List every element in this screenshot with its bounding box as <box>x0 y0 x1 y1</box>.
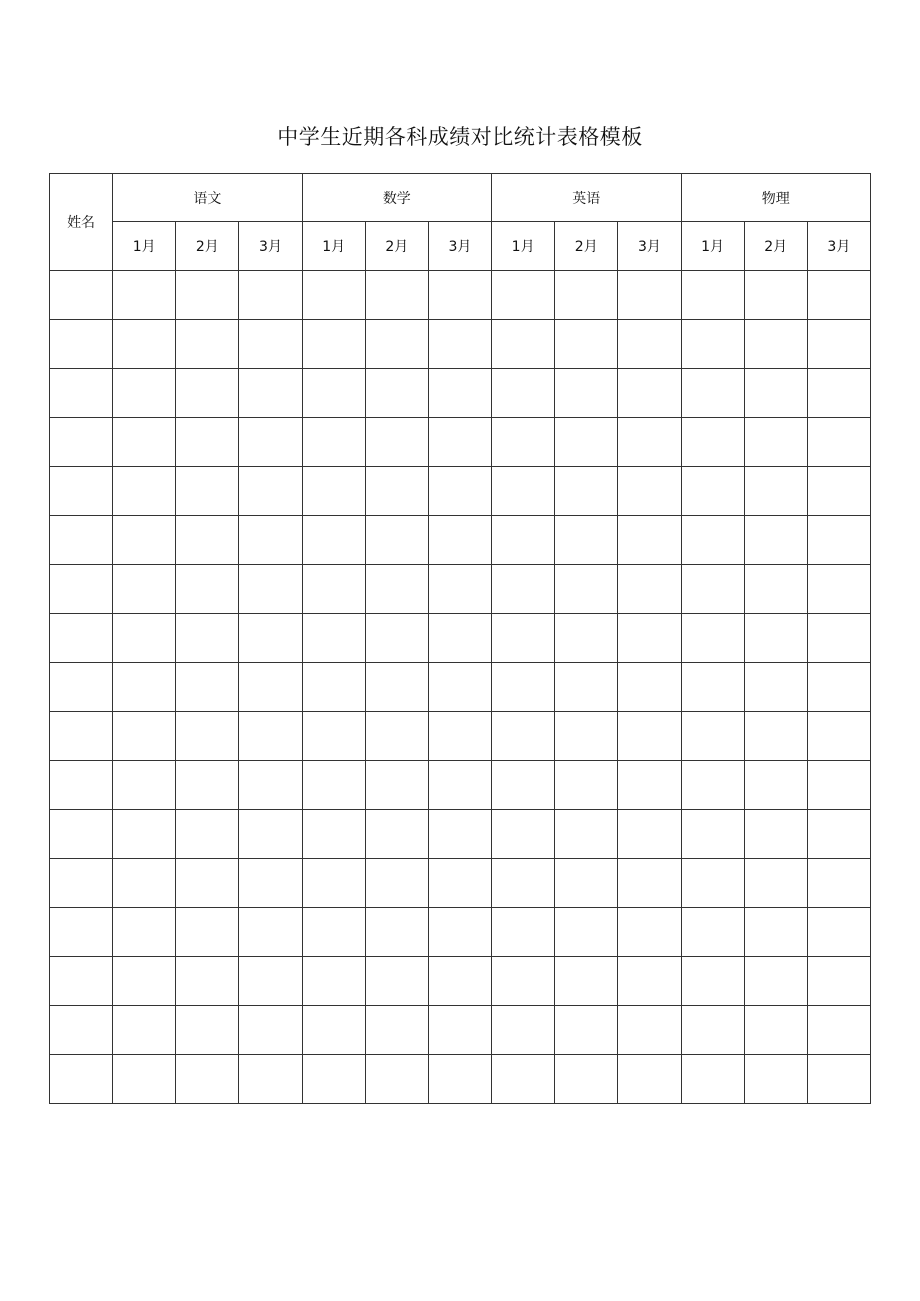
score-cell[interactable] <box>113 418 176 467</box>
score-cell[interactable] <box>113 663 176 712</box>
score-cell[interactable] <box>492 859 555 908</box>
score-cell[interactable] <box>555 859 618 908</box>
score-cell[interactable] <box>302 467 365 516</box>
score-cell[interactable] <box>428 418 491 467</box>
score-cell[interactable] <box>807 957 870 1006</box>
score-cell[interactable] <box>113 614 176 663</box>
score-cell[interactable] <box>113 565 176 614</box>
table-row <box>50 810 871 859</box>
month-header: 2月 <box>365 222 428 271</box>
name-cell[interactable] <box>50 614 113 663</box>
score-cell[interactable] <box>807 908 870 957</box>
score-cell[interactable] <box>113 957 176 1006</box>
score-cell[interactable] <box>239 467 302 516</box>
name-cell[interactable] <box>50 957 113 1006</box>
name-cell[interactable] <box>50 663 113 712</box>
score-cell[interactable] <box>807 1055 870 1104</box>
score-cell[interactable] <box>365 761 428 810</box>
score-cell[interactable] <box>618 859 681 908</box>
score-cell[interactable] <box>681 957 744 1006</box>
score-cell[interactable] <box>239 810 302 859</box>
score-cell[interactable] <box>618 663 681 712</box>
table-row <box>50 663 871 712</box>
score-cell[interactable] <box>239 418 302 467</box>
score-cell[interactable] <box>807 418 870 467</box>
score-cell[interactable] <box>744 957 807 1006</box>
score-cell[interactable] <box>555 1006 618 1055</box>
score-cell[interactable] <box>239 565 302 614</box>
score-cell[interactable] <box>428 467 491 516</box>
name-cell[interactable] <box>50 320 113 369</box>
score-cell[interactable] <box>302 908 365 957</box>
score-cell[interactable] <box>428 565 491 614</box>
score-cell[interactable] <box>176 320 239 369</box>
month-header: 1月 <box>113 222 176 271</box>
score-cell[interactable] <box>618 614 681 663</box>
name-cell[interactable] <box>50 516 113 565</box>
score-cell[interactable] <box>302 614 365 663</box>
score-cell[interactable] <box>744 810 807 859</box>
score-cell[interactable] <box>807 614 870 663</box>
score-cell[interactable] <box>365 712 428 761</box>
score-cell[interactable] <box>302 761 365 810</box>
score-cell[interactable] <box>492 369 555 418</box>
score-cell[interactable] <box>681 908 744 957</box>
score-cell[interactable] <box>302 369 365 418</box>
name-cell[interactable] <box>50 1006 113 1055</box>
score-cell[interactable] <box>113 320 176 369</box>
score-cell[interactable] <box>239 859 302 908</box>
table-row <box>50 1006 871 1055</box>
score-cell[interactable] <box>113 712 176 761</box>
score-cell[interactable] <box>113 908 176 957</box>
score-cell[interactable] <box>113 761 176 810</box>
name-cell[interactable] <box>50 761 113 810</box>
table-row <box>50 418 871 467</box>
page-title: 中学生近期各科成绩对比统计表格模板 <box>277 125 643 149</box>
score-cell[interactable] <box>807 663 870 712</box>
score-cell[interactable] <box>176 614 239 663</box>
score-cell[interactable] <box>492 271 555 320</box>
score-cell[interactable] <box>428 516 491 565</box>
month-header: 3月 <box>807 222 870 271</box>
month-header-row <box>50 222 871 271</box>
score-cell[interactable] <box>807 467 870 516</box>
name-cell[interactable] <box>50 712 113 761</box>
score-cell[interactable] <box>618 271 681 320</box>
score-cell[interactable] <box>555 908 618 957</box>
score-cell[interactable] <box>807 369 870 418</box>
score-cell[interactable] <box>176 271 239 320</box>
score-cell[interactable] <box>555 418 618 467</box>
score-cell[interactable] <box>618 467 681 516</box>
score-cell[interactable] <box>744 1006 807 1055</box>
score-cell[interactable] <box>555 761 618 810</box>
score-cell[interactable] <box>365 1055 428 1104</box>
table-row <box>50 859 871 908</box>
table-row <box>50 320 871 369</box>
table-row <box>50 908 871 957</box>
score-cell[interactable] <box>113 369 176 418</box>
score-cell[interactable] <box>807 761 870 810</box>
score-cell[interactable] <box>681 810 744 859</box>
score-cell[interactable] <box>492 1006 555 1055</box>
month-header: 2月 <box>555 222 618 271</box>
score-cell[interactable] <box>681 663 744 712</box>
score-cell[interactable] <box>744 663 807 712</box>
table-row <box>50 761 871 810</box>
score-cell[interactable] <box>492 810 555 859</box>
score-cell[interactable] <box>744 1055 807 1104</box>
score-cell[interactable] <box>555 712 618 761</box>
score-cell[interactable] <box>302 712 365 761</box>
score-cell[interactable] <box>618 908 681 957</box>
score-cell[interactable] <box>618 369 681 418</box>
table-row <box>50 712 871 761</box>
score-cell[interactable] <box>744 859 807 908</box>
score-cell[interactable] <box>744 614 807 663</box>
score-cell[interactable] <box>365 369 428 418</box>
score-cell[interactable] <box>807 1006 870 1055</box>
name-cell[interactable] <box>50 565 113 614</box>
score-cell[interactable] <box>113 859 176 908</box>
table-row <box>50 957 871 1006</box>
score-cell[interactable] <box>239 369 302 418</box>
score-cell[interactable] <box>428 369 491 418</box>
score-cell[interactable] <box>302 810 365 859</box>
score-cell[interactable] <box>681 516 744 565</box>
subject-header-math: 数学 <box>302 174 491 222</box>
score-cell[interactable] <box>555 1055 618 1104</box>
score-cell[interactable] <box>176 565 239 614</box>
score-cell[interactable] <box>365 467 428 516</box>
score-cell[interactable] <box>239 663 302 712</box>
score-cell[interactable] <box>302 565 365 614</box>
score-cell[interactable] <box>428 614 491 663</box>
score-cell[interactable] <box>555 516 618 565</box>
score-cell[interactable] <box>302 957 365 1006</box>
score-cell[interactable] <box>113 1006 176 1055</box>
score-cell[interactable] <box>176 516 239 565</box>
score-cell[interactable] <box>618 957 681 1006</box>
score-cell[interactable] <box>176 418 239 467</box>
score-cell[interactable] <box>239 614 302 663</box>
score-cell[interactable] <box>492 565 555 614</box>
score-cell[interactable] <box>744 418 807 467</box>
month-header: 2月 <box>176 222 239 271</box>
score-cell[interactable] <box>113 810 176 859</box>
score-cell[interactable] <box>555 614 618 663</box>
score-cell[interactable] <box>365 663 428 712</box>
score-cell[interactable] <box>239 320 302 369</box>
score-cell[interactable] <box>428 712 491 761</box>
score-cell[interactable] <box>618 1055 681 1104</box>
month-header: 1月 <box>302 222 365 271</box>
score-cell[interactable] <box>681 271 744 320</box>
month-header: 1月 <box>492 222 555 271</box>
score-cell[interactable] <box>428 320 491 369</box>
score-cell[interactable] <box>492 761 555 810</box>
score-cell[interactable] <box>681 859 744 908</box>
score-cell[interactable] <box>176 663 239 712</box>
score-cell[interactable] <box>681 565 744 614</box>
score-cell[interactable] <box>239 271 302 320</box>
name-cell[interactable] <box>50 271 113 320</box>
score-cell[interactable] <box>302 516 365 565</box>
name-cell[interactable] <box>50 418 113 467</box>
score-cell[interactable] <box>113 467 176 516</box>
score-cell[interactable] <box>744 712 807 761</box>
score-cell[interactable] <box>681 467 744 516</box>
score-cell[interactable] <box>744 271 807 320</box>
score-cell[interactable] <box>428 1055 491 1104</box>
score-cell[interactable] <box>555 663 618 712</box>
subject-header-chinese: 语文 <box>113 174 302 222</box>
score-cell[interactable] <box>492 908 555 957</box>
table-row <box>50 516 871 565</box>
month-header: 3月 <box>239 222 302 271</box>
score-cell[interactable] <box>618 320 681 369</box>
score-cell[interactable] <box>555 369 618 418</box>
score-cell[interactable] <box>807 320 870 369</box>
score-cell[interactable] <box>365 565 428 614</box>
score-cell[interactable] <box>681 761 744 810</box>
score-cell[interactable] <box>239 908 302 957</box>
score-cell[interactable] <box>492 712 555 761</box>
score-cell[interactable] <box>492 467 555 516</box>
score-cell[interactable] <box>807 565 870 614</box>
score-cell[interactable] <box>555 957 618 1006</box>
score-cell[interactable] <box>176 810 239 859</box>
score-cell[interactable] <box>618 565 681 614</box>
score-cell[interactable] <box>744 369 807 418</box>
score-cell[interactable] <box>428 908 491 957</box>
score-cell[interactable] <box>176 908 239 957</box>
score-cell[interactable] <box>428 957 491 1006</box>
name-cell[interactable] <box>50 810 113 859</box>
score-cell[interactable] <box>365 418 428 467</box>
table-row <box>50 271 871 320</box>
score-cell[interactable] <box>681 320 744 369</box>
name-cell[interactable] <box>50 859 113 908</box>
table-body <box>50 271 871 1104</box>
score-cell[interactable] <box>365 1006 428 1055</box>
score-cell[interactable] <box>492 320 555 369</box>
score-cell[interactable] <box>302 663 365 712</box>
score-cell[interactable] <box>176 957 239 1006</box>
score-cell[interactable] <box>239 1006 302 1055</box>
score-cell[interactable] <box>365 271 428 320</box>
score-cell[interactable] <box>302 320 365 369</box>
score-cell[interactable] <box>681 369 744 418</box>
score-cell[interactable] <box>176 369 239 418</box>
score-cell[interactable] <box>555 467 618 516</box>
subject-header-row <box>50 174 871 222</box>
name-cell[interactable] <box>50 908 113 957</box>
score-cell[interactable] <box>365 516 428 565</box>
score-cell[interactable] <box>681 614 744 663</box>
score-cell[interactable] <box>492 663 555 712</box>
score-cell[interactable] <box>744 908 807 957</box>
table-row <box>50 1055 871 1104</box>
score-cell[interactable] <box>302 1006 365 1055</box>
score-cell[interactable] <box>428 1006 491 1055</box>
score-cell[interactable] <box>176 467 239 516</box>
score-cell[interactable] <box>239 712 302 761</box>
score-cell[interactable] <box>113 271 176 320</box>
score-cell[interactable] <box>176 1006 239 1055</box>
name-cell[interactable] <box>50 467 113 516</box>
score-cell[interactable] <box>807 859 870 908</box>
score-cell[interactable] <box>176 1055 239 1104</box>
score-cell[interactable] <box>744 467 807 516</box>
score-cell[interactable] <box>681 418 744 467</box>
score-cell[interactable] <box>176 859 239 908</box>
score-cell[interactable] <box>365 859 428 908</box>
score-cell[interactable] <box>365 810 428 859</box>
table-row <box>50 467 871 516</box>
table-row <box>50 565 871 614</box>
score-cell[interactable] <box>428 859 491 908</box>
score-cell[interactable] <box>744 320 807 369</box>
score-cell[interactable] <box>365 957 428 1006</box>
table-row <box>50 369 871 418</box>
score-cell[interactable] <box>239 957 302 1006</box>
table-header <box>50 174 871 271</box>
score-cell[interactable] <box>807 810 870 859</box>
score-cell[interactable] <box>302 271 365 320</box>
subject-header-physics: 物理 <box>681 174 871 222</box>
month-header: 3月 <box>618 222 681 271</box>
month-header: 3月 <box>428 222 491 271</box>
score-cell[interactable] <box>302 418 365 467</box>
score-cell[interactable] <box>302 859 365 908</box>
score-cell[interactable] <box>807 712 870 761</box>
score-cell[interactable] <box>681 1006 744 1055</box>
score-cell[interactable] <box>807 516 870 565</box>
score-cell[interactable] <box>176 712 239 761</box>
score-cell[interactable] <box>428 810 491 859</box>
score-cell[interactable] <box>365 320 428 369</box>
score-cell[interactable] <box>618 810 681 859</box>
score-cell[interactable] <box>113 516 176 565</box>
score-cell[interactable] <box>618 516 681 565</box>
score-cell[interactable] <box>365 614 428 663</box>
name-cell[interactable] <box>50 1055 113 1104</box>
name-column-header: 姓名 <box>50 174 113 271</box>
score-cell[interactable] <box>428 761 491 810</box>
score-cell[interactable] <box>239 516 302 565</box>
name-cell[interactable] <box>50 369 113 418</box>
score-cell[interactable] <box>744 516 807 565</box>
score-cell[interactable] <box>239 1055 302 1104</box>
score-cell[interactable] <box>492 1055 555 1104</box>
score-cell[interactable] <box>492 614 555 663</box>
score-cell[interactable] <box>428 663 491 712</box>
score-cell[interactable] <box>618 418 681 467</box>
score-cell[interactable] <box>618 712 681 761</box>
score-cell[interactable] <box>555 810 618 859</box>
score-cell[interactable] <box>555 320 618 369</box>
score-cell[interactable] <box>239 761 302 810</box>
score-cell[interactable] <box>492 516 555 565</box>
score-cell[interactable] <box>807 271 870 320</box>
score-cell[interactable] <box>428 271 491 320</box>
score-cell[interactable] <box>555 565 618 614</box>
score-cell[interactable] <box>618 761 681 810</box>
score-cell[interactable] <box>492 418 555 467</box>
score-cell[interactable] <box>176 761 239 810</box>
score-cell[interactable] <box>744 761 807 810</box>
score-cell[interactable] <box>492 957 555 1006</box>
score-cell[interactable] <box>681 712 744 761</box>
score-cell[interactable] <box>744 565 807 614</box>
score-table <box>49 173 871 1104</box>
table-row <box>50 614 871 663</box>
score-cell[interactable] <box>681 1055 744 1104</box>
score-cell[interactable] <box>302 1055 365 1104</box>
score-cell[interactable] <box>113 1055 176 1104</box>
month-header: 1月 <box>681 222 744 271</box>
subject-header-english: 英语 <box>492 174 681 222</box>
score-cell[interactable] <box>555 271 618 320</box>
score-cell[interactable] <box>365 908 428 957</box>
month-header: 2月 <box>744 222 807 271</box>
score-cell[interactable] <box>618 1006 681 1055</box>
